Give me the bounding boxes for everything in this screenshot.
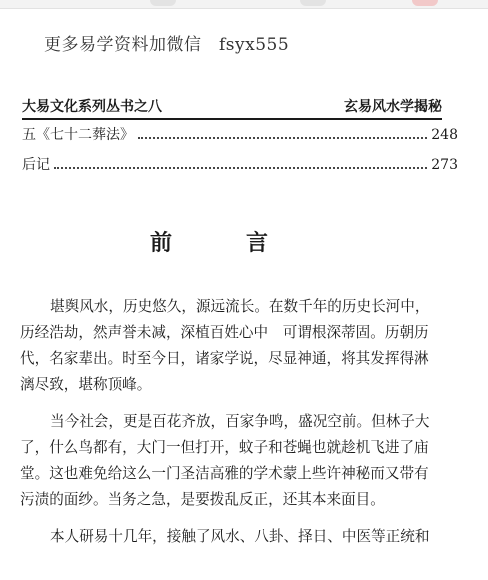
toc-dot-leader	[54, 167, 427, 169]
table-of-contents	[22, 124, 458, 184]
text-line: 本人研易十几年，接触了风水、八卦、择日、中医等正统和	[50, 528, 430, 545]
browser-top-strip	[0, 0, 488, 9]
heading-char: 言	[245, 230, 270, 256]
paragraph	[20, 524, 456, 550]
text-line: 堂。这也难免给这么一门圣洁高雅的学术蒙上些许神秘而又带有	[20, 465, 429, 482]
text-line: 漓尽致，堪称顶峰。	[20, 376, 152, 393]
toc-entry-label: 后记	[22, 157, 50, 173]
text-line: 污渍的面纱。当务之急，是要拨乱反正，还其本来面目。	[20, 491, 385, 508]
toc-dot-leader	[138, 137, 427, 139]
tab-edge-middle	[300, 0, 326, 6]
paragraph	[20, 294, 456, 398]
tab-edge-left	[150, 0, 176, 6]
series-title: 大易文化系列丛书之八	[22, 99, 162, 115]
toc-entry-page: 273	[431, 157, 458, 173]
header-ad-text: 更多易学资料加微信 fsyx555	[44, 35, 290, 55]
text-line: 了，什么鸟都有，大门一但打开，蚊子和苍蝇也就趁机飞进了庙	[20, 439, 429, 456]
toc-entry-page: 248	[431, 127, 458, 143]
text-line: 历经浩劫，然声誉未减，深植百姓心中 可谓根深蒂固。历朝历	[20, 324, 429, 341]
heading-char: 前	[150, 230, 175, 256]
toc-entry[interactable]	[22, 154, 458, 184]
tab-edge-right	[412, 0, 438, 6]
toc-entry-label: 五《七十二葬法》	[22, 127, 134, 143]
section-heading	[150, 226, 270, 257]
text-line: 当今社会，更是百花齐放，百家争鸣，盛况空前。但林子大	[50, 413, 430, 430]
toc-entry[interactable]	[22, 124, 458, 154]
book-title: 玄易风水学揭秘	[344, 99, 442, 115]
body-text	[20, 294, 456, 561]
text-line: 代，名家辈出。时至今日，诸家学说，尽显神通，将其发挥得淋	[20, 350, 429, 367]
paragraph	[20, 409, 456, 513]
series-header	[22, 96, 442, 120]
text-line: 堪舆风水，历史悠久，源远流长。在数千年的历史长河中，	[50, 298, 430, 315]
